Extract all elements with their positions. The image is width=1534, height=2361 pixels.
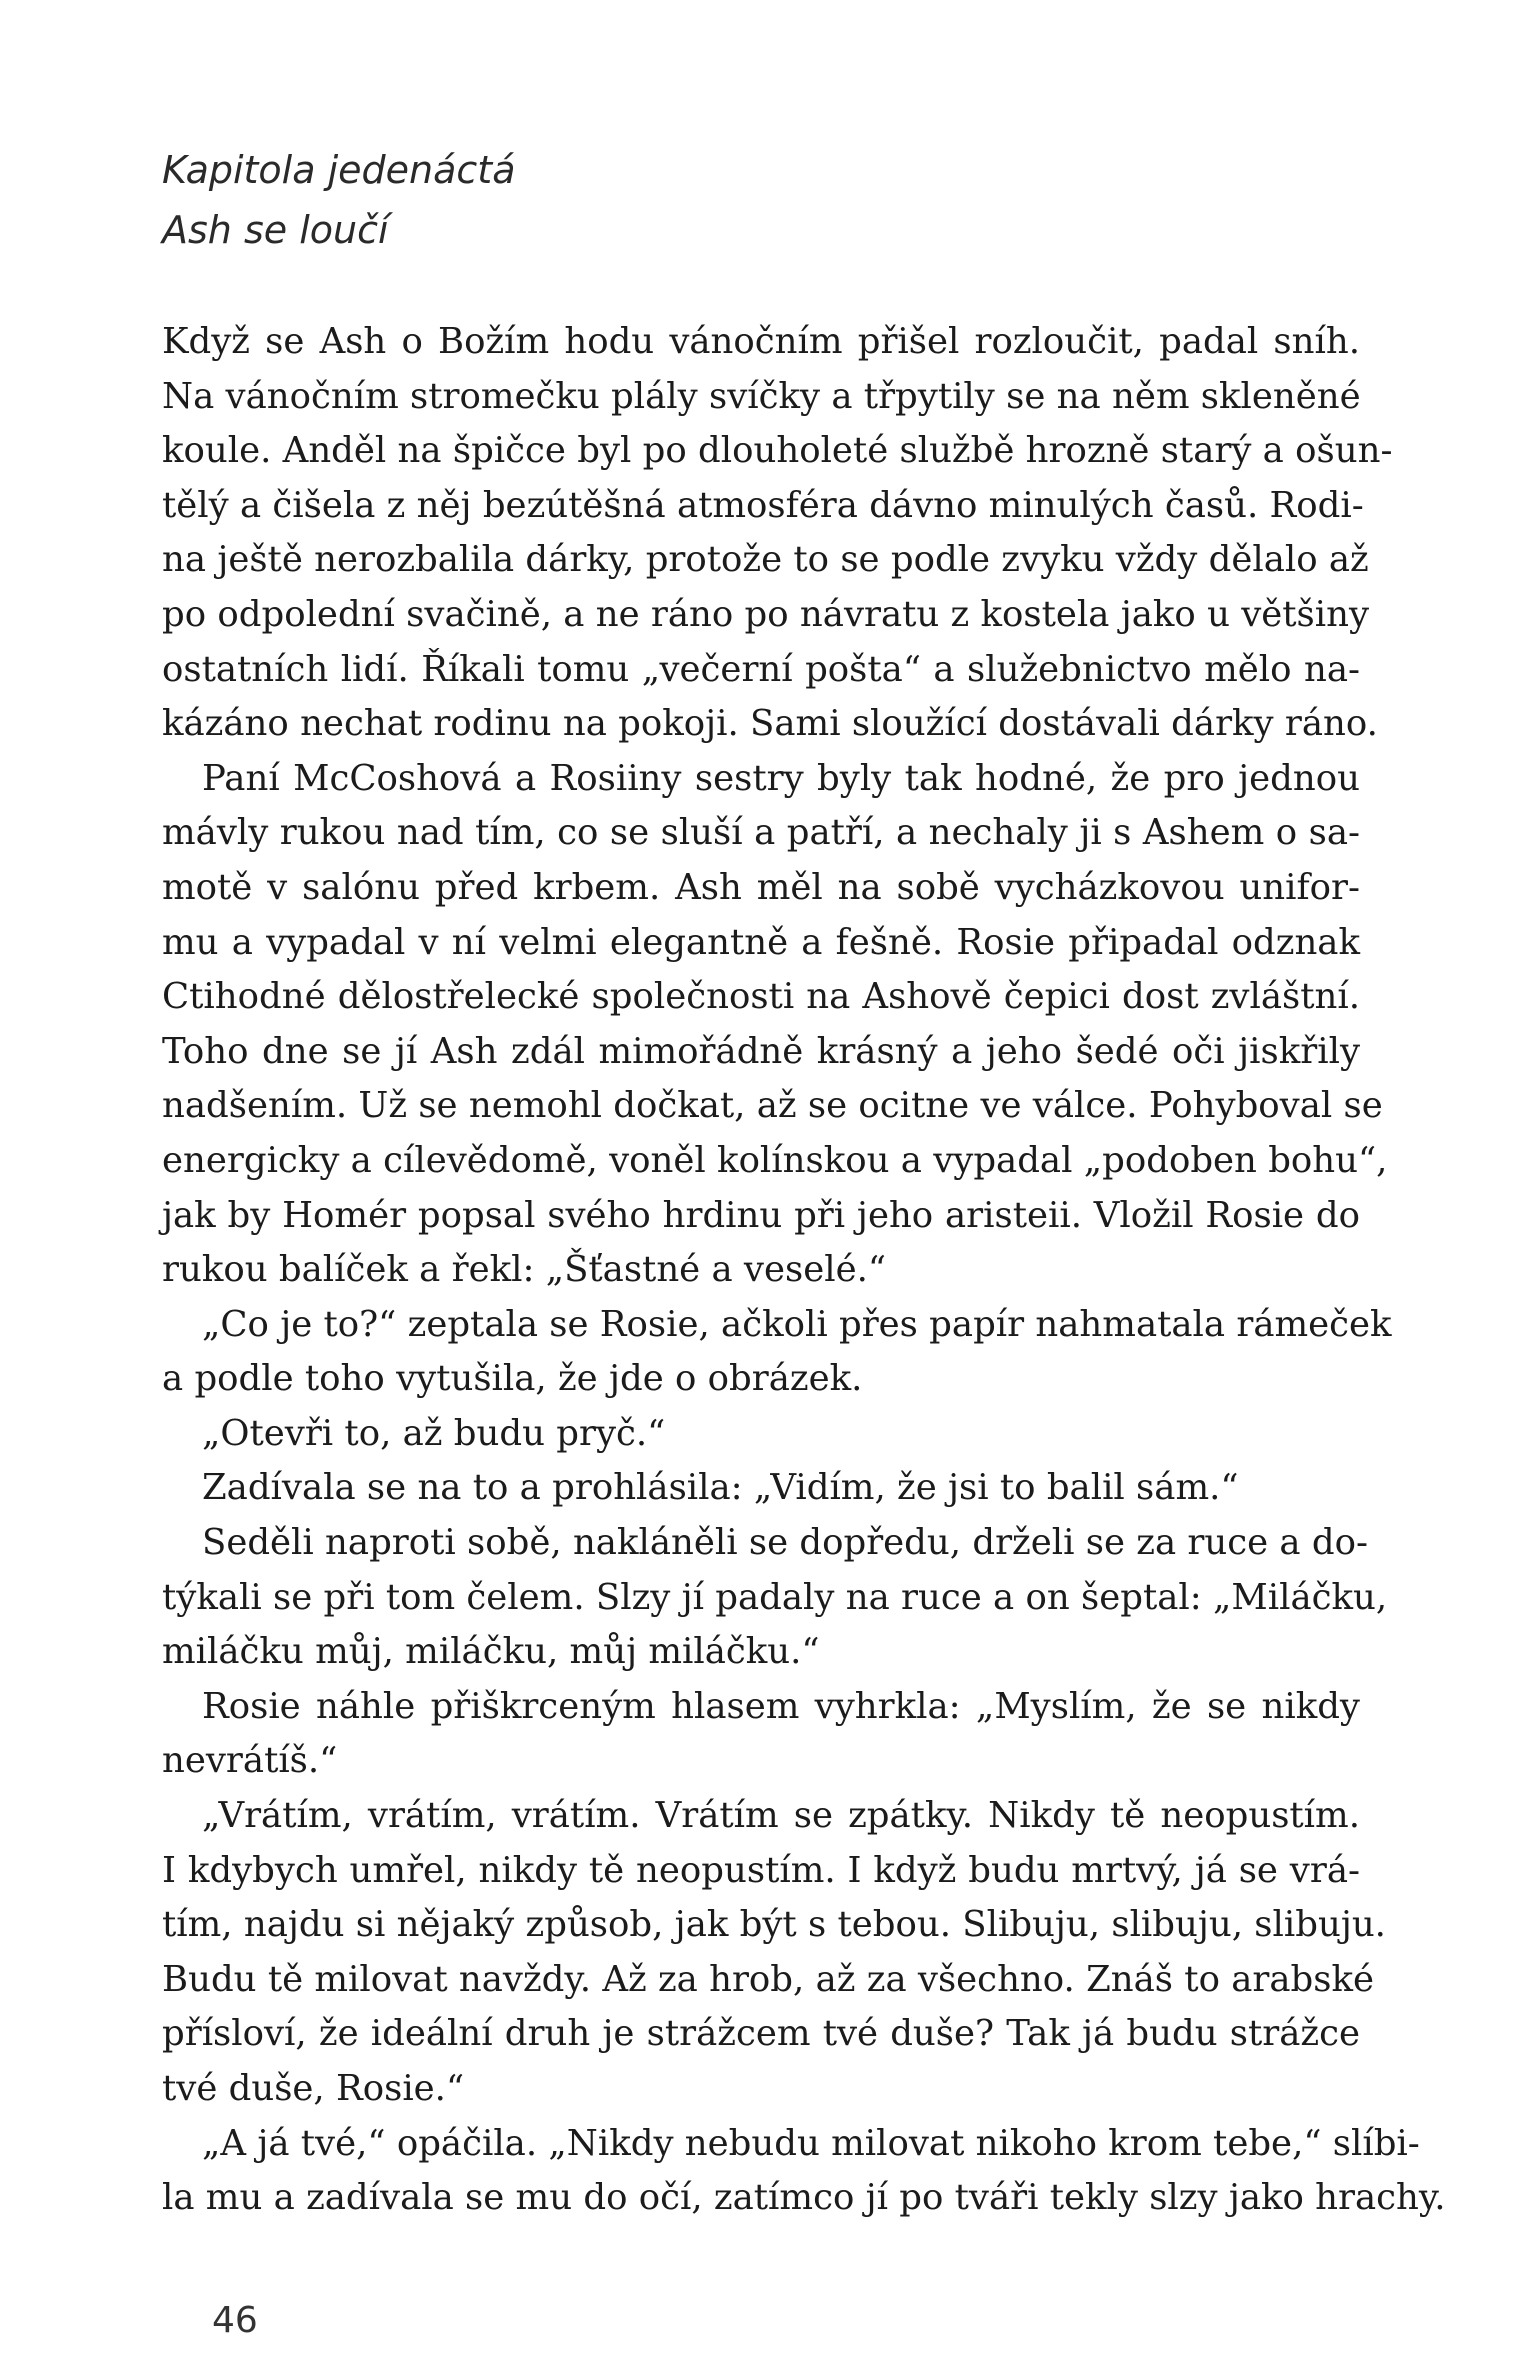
- text-line: na ještě nerozbalila dárky, protože to se podle zvyku vždy dělalo až: [162, 539, 1369, 581]
- text-line: nadšením. Už se nemohl dočkat, až se ocitne ve válce. Pohyboval se: [162, 1085, 1383, 1127]
- text-line: I kdybych umřel, nikdy tě neopustím. I když budu mrtvý, já se vrá-: [162, 1849, 1360, 1891]
- text-line: kázáno nechat rodinu na pokoji. Sami sloužící dostávali dárky ráno.: [162, 703, 1378, 745]
- text-line: Rosie náhle přiškrceným hlasem vyhrkla: „Myslím, že se nikdy: [202, 1685, 1360, 1727]
- text-line: Seděli naproti sobě, nakláněli se dopředu, drželi se za ruce a do-: [202, 1522, 1368, 1564]
- text-line: Když se Ash o Božím hodu vánočním přišel rozloučit, padal sníh.: [162, 321, 1360, 362]
- page-number: 46: [212, 2300, 258, 2341]
- text-line: tvé duše, Rosie.“: [162, 2068, 465, 2109]
- text-line: tím, najdu si nějaký způsob, jak být s tebou. Slibuju, slibuju, slibuju.: [162, 1904, 1386, 1946]
- text-line: Na vánočním stromečku plály svíčky a třpytily se na něm skleněné: [162, 375, 1361, 417]
- text-line: Ctihodné dělostřelecké společnosti na Ashově čepici dost zvláštní.: [162, 976, 1360, 1018]
- text-line: energicky a cílevědomě, voněl kolínskou a vypadal „podoben bohu“,: [162, 1139, 1388, 1181]
- text-line: ostatních lidí. Říkali tomu „večerní pošta“ a služebnictvo mělo na-: [162, 648, 1360, 690]
- text-line: Toho dne se jí Ash zdál mimořádně krásný a jeho šedé oči jiskřily: [162, 1030, 1360, 1072]
- text-line: mávly rukou nad tím, co se sluší a patří, a nechaly ji s Ashem o sa-: [162, 812, 1360, 854]
- text-line: „Vrátím, vrátím, vrátím. Vrátím se zpátky. Nikdy tě neopustím.: [202, 1795, 1360, 1837]
- text-line: miláčku můj, miláčku, můj miláčku.“: [162, 1631, 820, 1673]
- text-line: Budu tě milovat navždy. Až za hrob, až za všechno. Znáš to arabské: [162, 1958, 1374, 2000]
- text-line: mu a vypadal v ní velmi elegantně a fešně. Rosie připadal odznak: [162, 921, 1360, 963]
- text-line: týkali se při tom čelem. Slzy jí padaly na ruce a on šeptal: „Miláčku,: [162, 1576, 1388, 1618]
- chapter-header: [162, 140, 1360, 260]
- text-line: „Otevři to, až budu pryč.“: [202, 1412, 666, 1454]
- chapter-number: Kapitola jedenáctá: [162, 148, 516, 192]
- text-line: rukou balíček a řekl: „Šťastné a veselé.“: [162, 1249, 887, 1291]
- body-text: [162, 315, 1446, 2226]
- text-line: Paní McCoshová a Rosiiny sestry byly tak hodné, že pro jednou: [202, 757, 1360, 799]
- text-line: „Co je to?“ zeptala se Rosie, ačkoli přes papír nahmatala rámeček: [202, 1303, 1392, 1345]
- text-line: koule. Anděl na špičce byl po dlouholeté službě hrozně starý a ošun-: [162, 430, 1393, 472]
- text-line: „A já tvé,“ opáčila. „Nikdy nebudu milovat nikoho krom tebe,“ slíbi-: [202, 2122, 1420, 2164]
- text-line: přísloví, že ideální druh je strážcem tvé duše? Tak já budu strážce: [162, 2013, 1360, 2055]
- text-line: tělý a čišela z něj bezútěšná atmosféra dávno minulých časů. Rodi-: [162, 484, 1364, 526]
- text-line: Zadívala se na to a prohlásila: „Vidím, že jsi to balil sám.“: [202, 1467, 1239, 1509]
- text-line: motě v salónu před krbem. Ash měl na sobě vycházkovou unifor-: [162, 866, 1360, 908]
- text-line: la mu a zadívala se mu do očí, zatímco jí po tváři tekly slzy jako hrachy.: [162, 2177, 1446, 2219]
- text-line: jak by Homér popsal svého hrdinu při jeho aristeii. Vložil Rosie do: [162, 1194, 1360, 1236]
- text-line: nevrátíš.“: [162, 1740, 338, 1782]
- text-line: a podle toho vytušila, že jde o obrázek.: [162, 1358, 863, 1400]
- text-line: po odpolední svačině, a ne ráno po návratu z kostela jako u většiny: [162, 593, 1370, 635]
- book-page: [162, 140, 1446, 2341]
- chapter-title: Ash se loučí: [162, 208, 389, 252]
